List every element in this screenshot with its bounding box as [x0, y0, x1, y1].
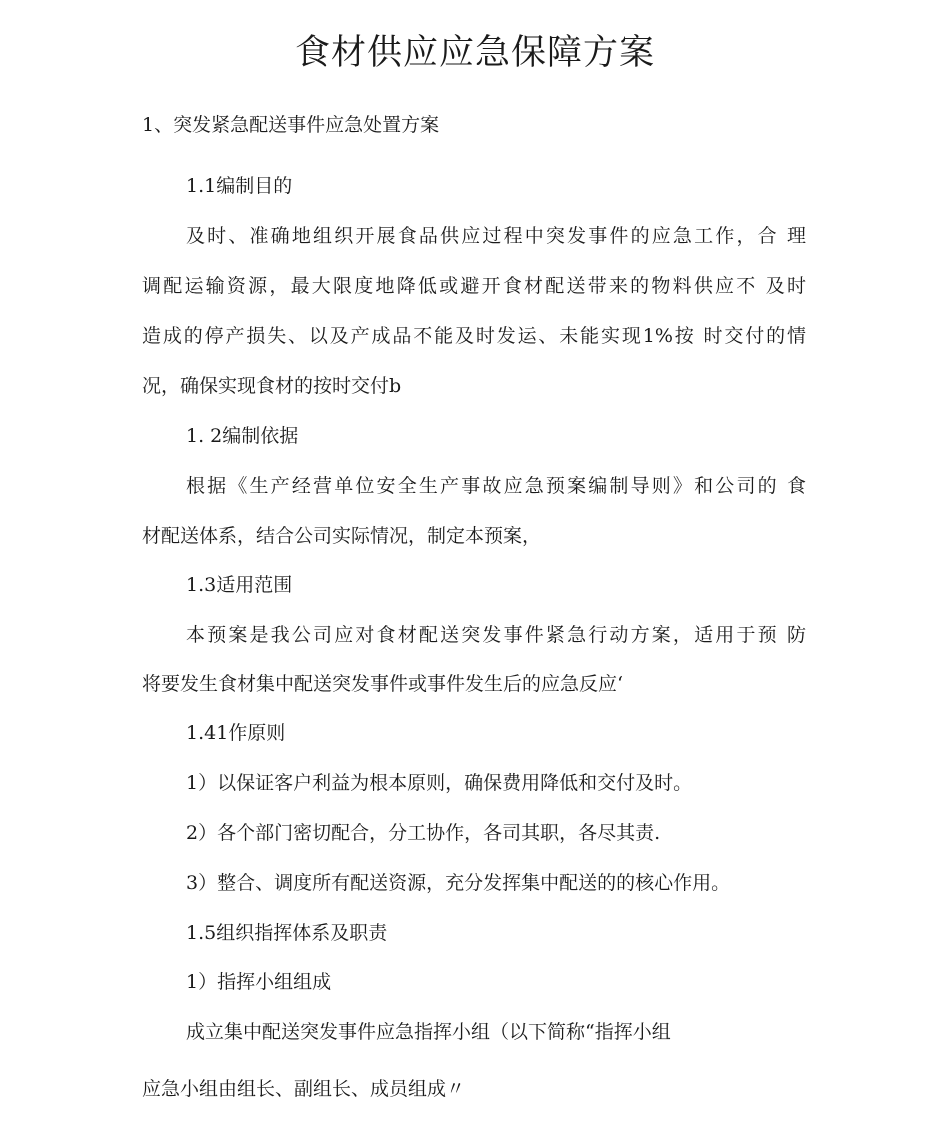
list-item: 2）各个部门密切配合，分工协作，各司其职，各尽其责.	[186, 822, 661, 844]
paragraph-line: 造成的停产损失、以及产成品不能及时发运、未能实现1%按 时交付的情	[142, 325, 806, 347]
subsection-heading-1-3: 1.3适用范围	[186, 574, 293, 596]
sub-heading: 1）指挥小组组成	[186, 971, 332, 993]
subsection-heading-1-5: 1.5组织指挥体系及职责	[186, 922, 388, 944]
paragraph-line: 本预案是我公司应对食材配送突发事件紧急行动方案，适用于预 防	[186, 624, 806, 646]
paragraph-line: 根据《生产经营单位安全生产事故应急预案编制导则》和公司的 食	[186, 475, 806, 497]
list-item: 1）以保证客户利益为根本原则，确保费用降低和交付及时。	[186, 772, 693, 794]
paragraph-line: 应急小组由组长、副组长、成员组成〃	[142, 1078, 466, 1100]
paragraph-line: 将要发生食材集中配送突发事件或事件发生后的应急反应‘	[142, 673, 624, 695]
paragraph-line: 及时、准确地组织开展食品供应过程中突发事件的应急工作，合 理	[186, 225, 806, 247]
paragraph-line: 材配送体系，结合公司实际情况，制定本预案，	[142, 525, 542, 547]
paragraph-line: 调配运输资源，最大限度地降低或避开食材配送带来的物料供应不 及时	[142, 275, 806, 297]
paragraph-line: 成立集中配送突发事件应急指挥小组（以下简称“指挥小组	[186, 1021, 671, 1043]
section-heading: 1、突发紧急配送事件应急处置方案	[142, 114, 440, 136]
subsection-heading-1-4: 1.41作原则	[186, 722, 286, 744]
document-title: 食材供应应急保障方案	[294, 33, 655, 73]
subsection-heading-1-1: 1.1编制目的	[186, 175, 293, 197]
list-item: 3）整合、调度所有配送资源，充分发挥集中配送的的核心作用。	[186, 872, 731, 894]
subsection-heading-1-2: 1. 2编制依据	[186, 425, 299, 447]
paragraph-line: 况，确保实现食材的按时交付b	[142, 375, 402, 397]
